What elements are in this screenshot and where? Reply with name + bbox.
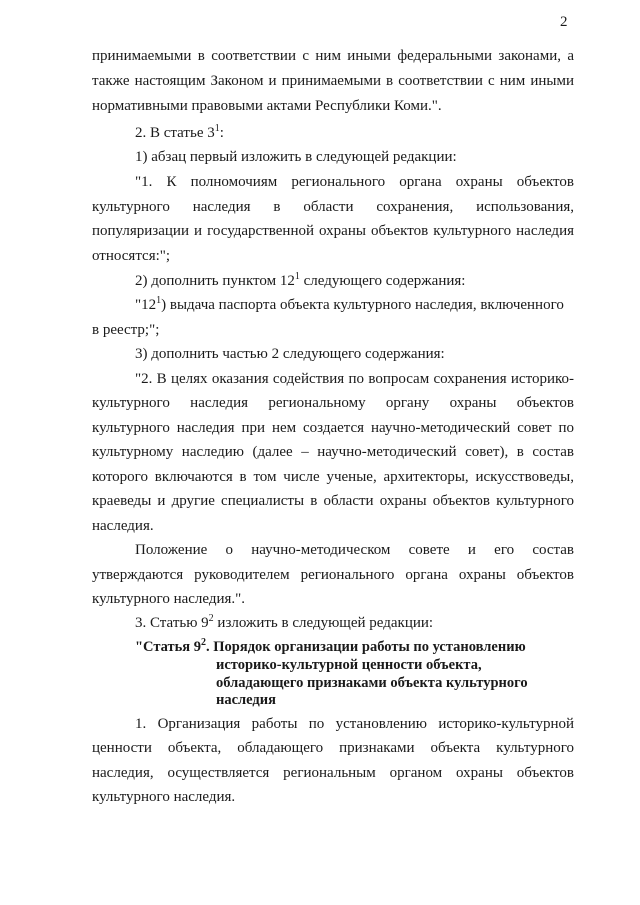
text-line: ценности объекта, обладающего признаками объекта культурного <box>92 740 574 756</box>
text-line: культурного наследия. <box>92 789 236 805</box>
text-line: принимаемыми в соответствии с ним иными федеральными законами, а <box>92 48 574 64</box>
text-line: нормативными правовыми актами Республики Коми.". <box>92 98 442 114</box>
text-line: относятся:"; <box>92 248 171 264</box>
text-line: которого включаются в том числе ученые, архитекторы, искусствоведы, <box>92 469 574 485</box>
text-line: культурного наследия.". <box>92 591 246 607</box>
text-line: "$12^1$) выдача паспорта объекта культурного наследия, включенного <box>135 295 564 313</box>
heading-line: "Статья $9^2$. Порядок организации работы по установлению <box>135 637 526 655</box>
text-line: в реестр;"; <box>92 322 160 338</box>
heading-line: историко-культурной ценности объекта, <box>216 657 482 673</box>
text-line: популяризации и государственной охраны объектов культурного наследия <box>92 223 574 239</box>
text-line: культурного наследия в области сохранения, использования, <box>92 199 574 215</box>
text-line: наследия, осуществляется региональным органом охраны объектов <box>92 765 574 781</box>
text-line: также настоящим Законом и принимаемыми в соответствии с ним иными <box>92 73 574 89</box>
text-line: Положение о научно-методическом совете и его состав <box>135 542 574 558</box>
text-line: 3. Статью $9^2$ изложить в следующей редакции: <box>135 613 434 631</box>
text-line: краеведы и другие специалисты в области охраны объектов культурного <box>92 493 574 509</box>
heading-line: наследия <box>216 692 276 708</box>
text-line: культурному наследию (далее – научно-методический совет), в состав <box>92 444 574 460</box>
text-line: 1. Организация работы по установлению историко-культурной <box>135 716 574 732</box>
text-line: 1) абзац первый изложить в следующей редакции: <box>135 149 457 165</box>
text-line: 2. В статье $3^1$: <box>135 123 224 141</box>
text-line: "2. В целях оказания содействия по вопросам сохранения историко- <box>135 371 574 387</box>
text-line: культурного наследия региональному органу охраны объектов <box>92 395 574 411</box>
heading-line: обладающего признаками объекта культурного <box>216 675 528 691</box>
text-line: "1. К полномочиям регионального органа охраны объектов <box>135 174 574 190</box>
text-line: утверждаются руководителем регионального органа охраны объектов <box>92 567 574 583</box>
text-line: культурного наследия при нем создается научно-методический совет по <box>92 420 574 436</box>
text-line: 3) дополнить частью 2 следующего содержания: <box>135 346 445 362</box>
text-line: наследия. <box>92 518 154 534</box>
text-line: 2) дополнить пунктом $12^1$ следующего содержания: <box>135 271 466 289</box>
page-number: 2 <box>560 14 568 30</box>
